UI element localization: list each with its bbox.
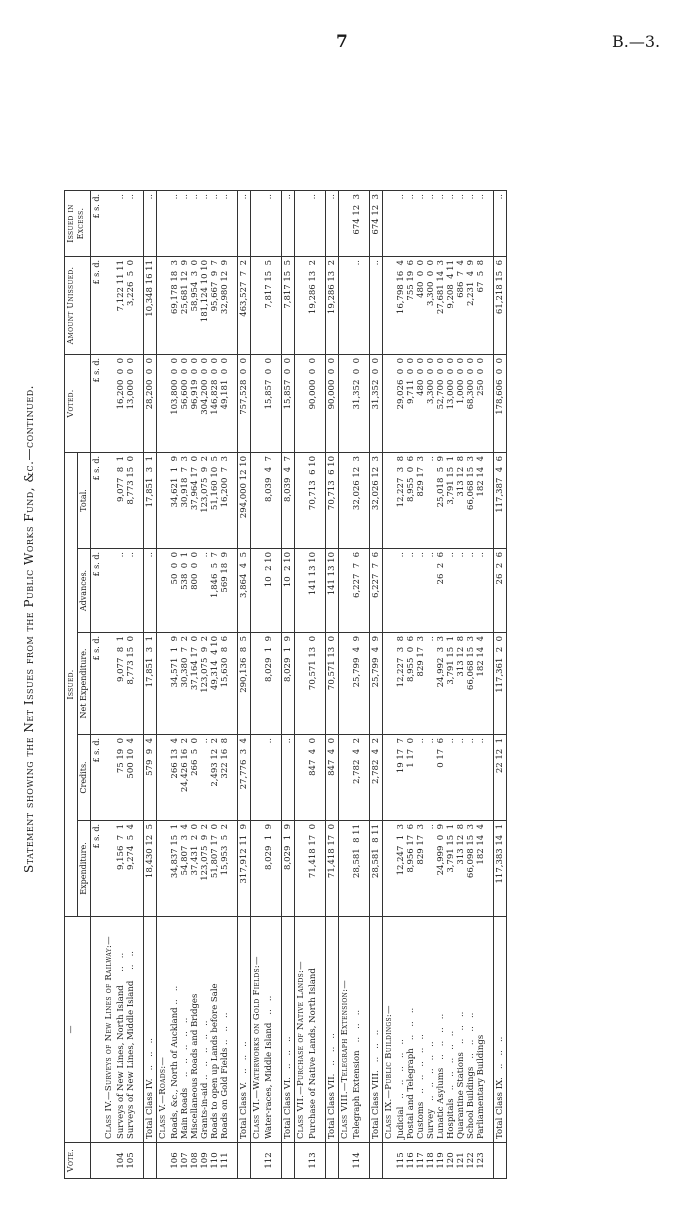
empty-cell: [144, 1143, 157, 1179]
total-exc: ..: [144, 191, 157, 257]
empty-cell: [370, 1143, 383, 1179]
item-exc: .. .. .. .. .. ..: [169, 191, 231, 257]
item-exp: 71,418 17 0: [307, 821, 319, 917]
empty-cell: [103, 821, 115, 917]
empty-cell: [238, 1143, 251, 1179]
empty-cell: [295, 821, 308, 917]
item-cred: 266 13 4 24,426 16 2 266 5 0 .. 2,493 12 2 322 16 8: [169, 735, 231, 821]
item-exp: 12,247 1 3 8,956 17 6 829 17 3 .. 24,999 0 9 3,791 15 1 313 12 8 66,098 15 3 182 14 4: [395, 821, 487, 917]
header-expenditure: Expenditure.: [78, 821, 91, 917]
header-issued: Issued.: [65, 453, 78, 917]
empty-cell: [295, 735, 308, 821]
total-tot: 8,039 4 7: [282, 453, 295, 549]
item-voted: 29,026 0 0 9,711 0 0 480 0 0 3,300 0 0 52,700 0 0 13,000 0 0 1,000 0 0 68,300 0 0 250 0 0: [395, 355, 487, 453]
item-unis: 7,817 15 5: [263, 257, 275, 355]
item-cred: ..: [263, 735, 275, 821]
vote-numbers: 113: [307, 1143, 319, 1179]
item-exp: 9,156 7 1 9,274 5 4: [115, 821, 137, 917]
class-total-label: Total Class IX. .. .. ..: [494, 917, 507, 1143]
empty-cell: [383, 355, 396, 453]
item-descriptions: Water-races, Middle Island .. ..: [263, 917, 275, 1143]
class-heading-row: [157, 191, 170, 1179]
total-voted: 28,200 0 0: [144, 355, 157, 453]
total-tot: 17,851 3 1: [144, 453, 157, 549]
empty-cell: [251, 355, 264, 453]
total-net: 8,029 1 9: [282, 633, 295, 735]
item-exp: 28,581 8 11: [351, 821, 363, 917]
total-unis: ..: [370, 257, 383, 355]
empty-cell: [383, 821, 396, 917]
class-heading-row: [339, 191, 352, 1179]
vote-items-row: [395, 191, 487, 1179]
empty-cell: [157, 453, 170, 549]
total-voted: 15,857 0 0: [282, 355, 295, 453]
units-label: £ s. d.: [91, 821, 104, 917]
empty-cell: [295, 191, 308, 257]
units-label: £ s. d.: [91, 735, 104, 821]
class-total-row: [370, 191, 383, 1179]
class-heading: Class IV.—Surveys of New Lines of Railway:—: [103, 917, 115, 1143]
item-exc: .. .. .. .. .. .. .. .. ..: [395, 191, 487, 257]
empty-cell: [251, 633, 264, 735]
item-unis: ..: [351, 257, 363, 355]
vote-numbers: 106 107 108 109 110 111: [169, 1143, 231, 1179]
empty-cell: [157, 1143, 170, 1179]
item-exp: 34,837 15 1 54,807 3 4 37,431 2 0 123,075 9 2 51,807 17 0 15,953 5 2: [169, 821, 231, 917]
statement-title: Statement showing the Net Issues from the Public Works Fund, &c.—continued.: [22, 385, 36, 873]
empty-cell: [339, 821, 352, 917]
total-voted: 757,528 0 0: [238, 355, 251, 453]
item-exp: 8,029 1 9: [263, 821, 275, 917]
header-credits: Credits.: [78, 735, 91, 821]
empty-cell: [339, 191, 352, 257]
item-net: 9,077 8 1 8,773 15 0: [115, 633, 137, 735]
units-label: £ s. d.: [91, 257, 104, 355]
total-exp: 317,912 11 9: [238, 821, 251, 917]
total-exp: 117,383 14 1: [494, 821, 507, 917]
item-adv: 50 0 0 538 0 1 800 0 0 .. 1,846 5 7 569 18 9: [169, 549, 231, 633]
empty-cell: [339, 633, 352, 735]
item-descriptions: Surveys of New Lines, North Island .. .. Surveys of New Lines, Middle Island .. ..: [115, 917, 137, 1143]
statement-body: [91, 191, 507, 1179]
empty-cell: [157, 257, 170, 355]
empty-cell: [251, 821, 264, 917]
header-voted: Voted.: [65, 355, 91, 453]
total-voted: 90,000 0 0: [326, 355, 339, 453]
empty-cell: [383, 735, 396, 821]
class-total-label: Total Class VII. .. .. ..: [326, 917, 339, 1143]
total-exc: 674 12 3: [370, 191, 383, 257]
header-net-expenditure: Net Expenditure.: [78, 633, 91, 735]
total-exp: 28,581 8 11: [370, 821, 383, 917]
class-total-row: [326, 191, 339, 1179]
total-tot: 294,000 12 10: [238, 453, 251, 549]
class-heading: Class IX.—Public Buildings:—: [383, 917, 396, 1143]
empty-cell: [251, 453, 264, 549]
item-tot: 34,621 1 9 30,918 7 3 37,964 17 0 123,075 9 2 51,160 10 5 16,200 7 3: [169, 453, 231, 549]
units-label: £ s. d.: [91, 355, 104, 453]
item-net: 70,571 13 0: [307, 633, 319, 735]
empty-cell: [494, 1143, 507, 1179]
total-net: 117,361 2 0: [494, 633, 507, 735]
class-heading-row: [103, 191, 115, 1179]
class-total-label: Total Class VIII. .. .. ..: [370, 917, 383, 1143]
header-description: —: [65, 917, 91, 1143]
item-voted: 15,857 0 0: [263, 355, 275, 453]
class-total-row: [144, 191, 157, 1179]
header-issued-in-excess: Issued in Excess.: [65, 191, 91, 257]
item-adv: 6,227 7 6: [351, 549, 363, 633]
item-adv: .. ..: [115, 549, 137, 633]
total-exp: 71,418 17 0: [326, 821, 339, 917]
item-voted: 16,200 0 0 13,000 0 0: [115, 355, 137, 453]
total-exp: 18,430 12 5: [144, 821, 157, 917]
empty-cell: [103, 735, 115, 821]
item-unis: 16,798 16 4 755 19 6 480 0 0 3,300 0 0 27,681 14 3 9,208 4 11 686 7 4 2,231 4 9 67 5 8: [395, 257, 487, 355]
total-cred: 22 12 1: [494, 735, 507, 821]
item-cred: 19 17 7 1 17 0 .. .. 0 17 6 .. .. .. ..: [395, 735, 487, 821]
empty-cell: [383, 1143, 396, 1179]
class-heading-row: [251, 191, 264, 1179]
item-exc: ..: [307, 191, 319, 257]
class-heading-row: [295, 191, 308, 1179]
empty-cell: [339, 257, 352, 355]
total-cred: 27,776 3 4: [238, 735, 251, 821]
item-adv: 10 2 10: [263, 549, 275, 633]
item-adv: 141 13 10: [307, 549, 319, 633]
class-heading: Class V.—Roads:—: [157, 917, 170, 1143]
empty-cell: [339, 1143, 352, 1179]
empty-cell: [103, 191, 115, 257]
total-cred: 2,782 4 2: [370, 735, 383, 821]
empty-cell: [339, 355, 352, 453]
empty-cell: [157, 633, 170, 735]
empty-cell: [339, 735, 352, 821]
empty-cell: [295, 257, 308, 355]
total-adv: 3,864 4 5: [238, 549, 251, 633]
empty-cell: [383, 453, 396, 549]
vote-items-row: [307, 191, 319, 1179]
class-total-row: [494, 191, 507, 1179]
empty-cell: [383, 191, 396, 257]
item-cred: 847 4 0: [307, 735, 319, 821]
total-adv: 10 2 10: [282, 549, 295, 633]
item-net: 12,227 3 8 8,955 0 6 829 17 3 .. 24,992 3 3 3,791 15 1 313 12 8 66,068 15 3 182 14 4: [395, 633, 487, 735]
item-descriptions: Telegraph Extension .. .. ..: [351, 917, 363, 1143]
class-heading: Class VI.—Waterworks on Gold Fields:—: [251, 917, 264, 1143]
total-net: 70,571 13 0: [326, 633, 339, 735]
vote-items-row: [169, 191, 231, 1179]
empty-cell: [295, 355, 308, 453]
item-descriptions: Roads, &c., North of Auckland .. .. Main Roads .. .. .. .. .. Miscellaneous Roads and Bridges Grants-in-aid .. .. .. .. .. Roads to open up Lands before Sale Roads on Gold Fields .. .. ..: [169, 917, 231, 1143]
units-row: [91, 191, 104, 1179]
statement-table: [64, 190, 507, 1179]
document-reference: B.—3.: [612, 32, 661, 51]
empty-cell: [295, 633, 308, 735]
vote-numbers: 115 116 117 118 119 120 121 122 123: [395, 1143, 487, 1179]
empty-cell: [295, 1143, 308, 1179]
item-descriptions: Purchase of Native Lands, North Island: [307, 917, 319, 1143]
total-unis: 7,817 15 5: [282, 257, 295, 355]
total-exc: ..: [238, 191, 251, 257]
item-cred: 2,782 4 2: [351, 735, 363, 821]
total-cred: 847 4 0: [326, 735, 339, 821]
vote-items-row: [351, 191, 363, 1179]
class-total-row: [282, 191, 295, 1179]
item-unis: 7,122 11 11 3,226 5 0: [115, 257, 137, 355]
empty-cell: [103, 453, 115, 549]
class-heading: Class VII.—Purchase of Native Lands:—: [295, 917, 308, 1143]
class-total-row: [238, 191, 251, 1179]
total-net: 17,851 3 1: [144, 633, 157, 735]
total-cred: ..: [282, 735, 295, 821]
total-voted: 178,606 0 0: [494, 355, 507, 453]
total-unis: 19,286 13 2: [326, 257, 339, 355]
empty-cell: [339, 549, 352, 633]
item-net: 34,571 1 9 30,380 7 2 37,164 17 0 123,075 9 2 49,314 4 10 15,630 8 6: [169, 633, 231, 735]
class-total-label: Total Class V. .. .. ..: [238, 917, 251, 1143]
vote-items-row: [263, 191, 275, 1179]
header-amount-unissued: Amount Unissued.: [65, 257, 91, 355]
total-adv: 26 2 6: [494, 549, 507, 633]
total-tot: 117,387 4 6: [494, 453, 507, 549]
empty-cell: [103, 633, 115, 735]
item-exc: .. ..: [115, 191, 137, 257]
item-voted: 31,352 0 0: [351, 355, 363, 453]
vote-numbers: 104 105: [115, 1143, 137, 1179]
item-exc: 674 12 3: [351, 191, 363, 257]
total-cred: 579 9 4: [144, 735, 157, 821]
page-number: 7: [336, 32, 348, 52]
item-voted: 103,800 0 0 56,600 0 0 96,919 0 0 304,200 0 0 146,828 0 0 49,181 0 0: [169, 355, 231, 453]
total-adv: 141 13 10: [326, 549, 339, 633]
total-tot: 32,026 12 3: [370, 453, 383, 549]
item-net: 25,799 4 9: [351, 633, 363, 735]
empty-cell: [295, 453, 308, 549]
units-label: £ s. d.: [91, 549, 104, 633]
empty-cell: [103, 1143, 115, 1179]
total-net: 290,136 8 5: [238, 633, 251, 735]
total-exc: ..: [494, 191, 507, 257]
item-voted: 90,000 0 0: [307, 355, 319, 453]
item-exc: ..: [263, 191, 275, 257]
empty-cell: [251, 191, 264, 257]
empty-cell: [339, 453, 352, 549]
item-tot: 8,039 4 7: [263, 453, 275, 549]
total-adv: 6,227 7 6: [370, 549, 383, 633]
vote-numbers: 114: [351, 1143, 363, 1179]
item-unis: 19,286 13 2: [307, 257, 319, 355]
empty-cell: [91, 917, 104, 1143]
item-tot: 9,077 8 1 8,773 15 0: [115, 453, 137, 549]
total-voted: 31,352 0 0: [370, 355, 383, 453]
empty-cell: [282, 1143, 295, 1179]
empty-cell: [383, 257, 396, 355]
empty-cell: [157, 821, 170, 917]
header-total: Total.: [78, 453, 91, 549]
item-cred: 75 19 0 500 10 4: [115, 735, 137, 821]
vote-numbers: 112: [263, 1143, 275, 1179]
item-unis: 69,178 18 3 25,681 12 9 58,954 3 0 181,124 10 10 95,667 9 7 32,980 12 9: [169, 257, 231, 355]
class-total-label: Total Class IV. .. .. ..: [144, 917, 157, 1143]
total-tot: 70,713 6 10: [326, 453, 339, 549]
empty-cell: [157, 355, 170, 453]
empty-cell: [157, 735, 170, 821]
empty-cell: [326, 1143, 339, 1179]
item-descriptions: Judicial .. .. .. .. .. Postal and Telegraph .. .. .. Customs .. .. .. .. .. Survey .. .. .. .. .. Lunatic Asylums .. .. .. .. Hospitals .. .. .. .. .. Quarantine Stations .. .. .. School Buildings .. .. .. .. Parliamentary Buildings: [395, 917, 487, 1143]
empty-cell: [383, 633, 396, 735]
item-net: 8,029 1 9: [263, 633, 275, 735]
header-vote: Vote.: [65, 1143, 91, 1179]
empty-cell: [157, 549, 170, 633]
total-unis: 61,218 15 6: [494, 257, 507, 355]
empty-cell: [103, 549, 115, 633]
item-adv: .. .. .. .. 26 2 6 .. .. .. ..: [395, 549, 487, 633]
total-exc: ..: [326, 191, 339, 257]
total-exp: 8,029 1 9: [282, 821, 295, 917]
header-advances: Advances.: [78, 549, 91, 633]
vote-items-row: [115, 191, 137, 1179]
empty-cell: [251, 257, 264, 355]
empty-cell: [103, 257, 115, 355]
item-tot: 70,713 6 10: [307, 453, 319, 549]
total-exc: ..: [282, 191, 295, 257]
class-heading-row: [383, 191, 396, 1179]
empty-cell: [157, 191, 170, 257]
empty-cell: [295, 549, 308, 633]
empty-cell: [383, 549, 396, 633]
units-label: £ s. d.: [91, 453, 104, 549]
empty-cell: [103, 355, 115, 453]
empty-cell: [251, 549, 264, 633]
total-adv: ..: [144, 549, 157, 633]
item-tot: 12,227 3 8 8,955 0 6 829 17 3 .. 25,018 5 9 3,791 15 1 313 12 8 66,068 15 3 182 14 4: [395, 453, 487, 549]
empty-cell: [251, 735, 264, 821]
class-total-label: Total Class VI. .. .. ..: [282, 917, 295, 1143]
units-label: £ s. d.: [91, 191, 104, 257]
class-heading: Class VIII.—Telegraph Extension:—: [339, 917, 352, 1143]
empty-cell: [91, 1143, 104, 1179]
units-label: £ s. d.: [91, 633, 104, 735]
item-tot: 32,026 12 3: [351, 453, 363, 549]
empty-cell: [251, 1143, 264, 1179]
total-net: 25,799 4 9: [370, 633, 383, 735]
total-unis: 463,527 7 2: [238, 257, 251, 355]
total-unis: 10,348 16 11: [144, 257, 157, 355]
